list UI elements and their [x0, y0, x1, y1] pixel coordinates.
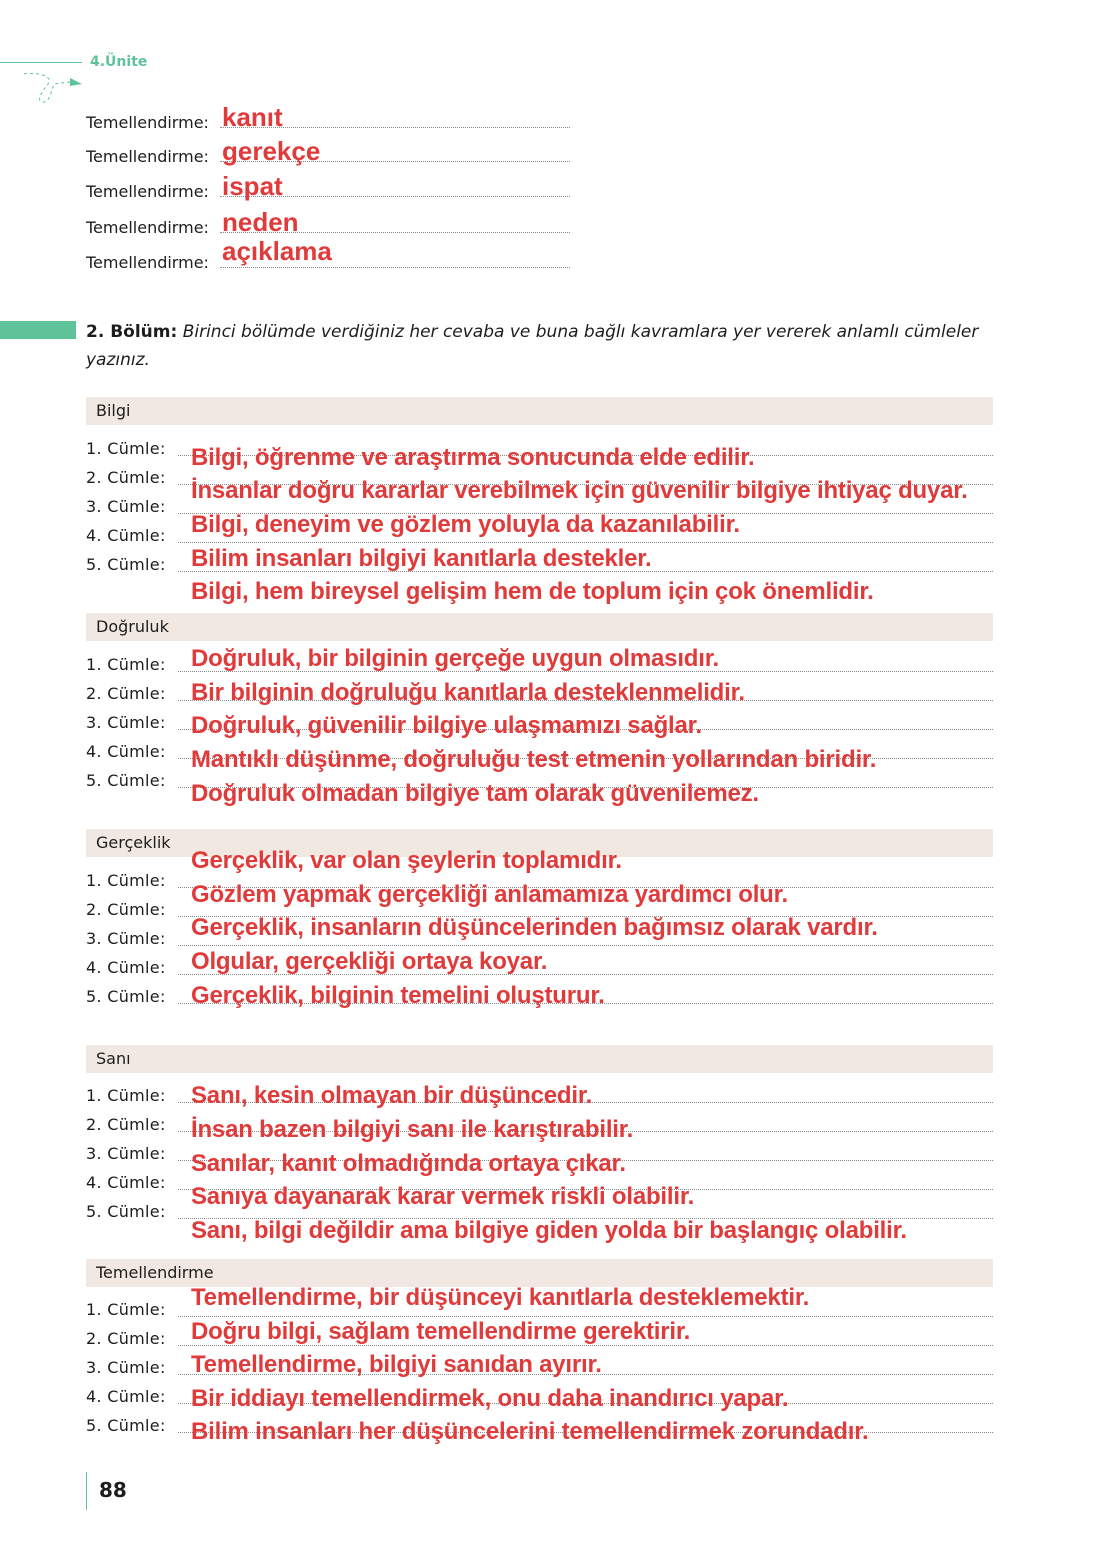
- line-label: 3. Cümle:: [86, 1144, 166, 1163]
- part1-answer: gerekçe: [222, 136, 321, 166]
- handwritten-answer: Bilim insanları her düşüncelerini temellendirmek zorundadır.: [191, 1418, 869, 1445]
- part1-row: [86, 207, 570, 237]
- unit-label: 4.Ünite: [90, 54, 148, 70]
- handwritten-answer: Sanı, kesin olmayan bir düşüncedir.: [191, 1082, 593, 1109]
- handwritten-answer: Mantıklı düşünme, doğruluğu test etmenin yollarından biridir.: [191, 746, 877, 773]
- handwritten-answer: Temellendirme, bilgiyi sanıdan ayırır.: [191, 1351, 602, 1378]
- unit-header-rule: [0, 62, 82, 63]
- line-label: 2. Cümle:: [86, 1329, 166, 1348]
- page-number-rule: [86, 1472, 87, 1510]
- line-label: 2. Cümle:: [86, 468, 166, 487]
- handwritten-answer: Doğruluk, bir bilginin gerçeğe uygun olmasıdır.: [191, 645, 719, 672]
- line-label: 2. Cümle:: [86, 900, 166, 919]
- section-instruction: [86, 318, 996, 374]
- topic-header-bilgi: [86, 397, 993, 425]
- page-number: 88: [99, 1478, 127, 1502]
- answer-line: [178, 1316, 993, 1317]
- handwritten-answer: Bir iddiayı temellendirmek, onu daha inandırıcı yapar.: [191, 1385, 789, 1412]
- topic-header-dogruluk: [86, 613, 993, 641]
- topic-title: Temellendirme: [96, 1263, 214, 1282]
- line-label: 5. Cümle:: [86, 1202, 166, 1221]
- line-label: 1. Cümle:: [86, 1086, 166, 1105]
- handwritten-answer: Temellendirme, bir düşünceyi kanıtlarla desteklemektir.: [191, 1284, 810, 1311]
- topic-title: Sanı: [96, 1049, 131, 1068]
- line-label: 4. Cümle:: [86, 958, 166, 977]
- line-label: 3. Cümle:: [86, 713, 166, 732]
- line-label: 5. Cümle:: [86, 1416, 166, 1435]
- handwritten-answer: Bir bilginin doğruluğu kanıtlarla desteklenmelidir.: [191, 679, 745, 706]
- line-label: 5. Cümle:: [86, 987, 166, 1006]
- part1-label: Temellendirme:: [86, 182, 209, 201]
- line-label: 3. Cümle:: [86, 929, 166, 948]
- line-label: 1. Cümle:: [86, 871, 166, 890]
- line-label: 3. Cümle:: [86, 497, 166, 516]
- handwritten-answer: Gerçeklik, insanların düşüncelerinden bağımsız olarak vardır.: [191, 914, 878, 941]
- answer-line: [178, 1345, 993, 1346]
- line-label: 1. Cümle:: [86, 655, 166, 674]
- line-label: 4. Cümle:: [86, 526, 166, 545]
- part1-label: Temellendirme:: [86, 147, 209, 166]
- handwritten-answer: Gözlem yapmak gerçekliği anlamamıza yardımcı olur.: [191, 881, 788, 908]
- topic-title: Doğruluk: [96, 617, 169, 636]
- handwritten-answer: Bilgi, hem bireysel gelişim hem de toplum için çok önemlidir.: [191, 578, 874, 605]
- line-label: 1. Cümle:: [86, 1300, 166, 1319]
- part1-row: [86, 236, 570, 272]
- topic-header-sani: [86, 1045, 993, 1073]
- handwritten-answer: Gerçeklik, var olan şeylerin toplamıdır.: [191, 847, 622, 874]
- topic-title: Bilgi: [96, 401, 131, 420]
- handwritten-answer: Doğruluk olmadan bilgiye tam olarak güvenilemez.: [191, 780, 759, 807]
- handwritten-answer: Sanı, bilgi değildir ama bilgiye giden yolda bir başlangıç olabilir.: [191, 1217, 907, 1244]
- part1-row: [86, 102, 570, 132]
- handwritten-answer: Doğruluk, güvenilir bilgiye ulaşmamızı sağlar.: [191, 712, 702, 739]
- part1-label: Temellendirme:: [86, 253, 209, 272]
- part1-answer: açıklama: [222, 236, 332, 266]
- line-label: 5. Cümle:: [86, 555, 166, 574]
- part1-label: Temellendirme:: [86, 218, 209, 237]
- line-label: 4. Cümle:: [86, 742, 166, 761]
- instruction-text: Birinci bölümde verdiğiniz her cevaba ve buna bağlı kavramlara yer vererek anlamlı cümleler yazınız.: [86, 322, 979, 370]
- dashed-arrow-icon: [18, 70, 88, 106]
- answer-line: [178, 945, 993, 946]
- part1-row: [86, 171, 570, 201]
- handwritten-answer: İnsan bazen bilgiyi sanı ile karıştırabilir.: [191, 1116, 634, 1143]
- handwritten-answer: Bilim insanları bilgiyi kanıtlarla destekler.: [191, 545, 652, 572]
- part1-label: Temellendirme:: [86, 113, 209, 132]
- line-label: 1. Cümle:: [86, 439, 166, 458]
- answer-line: [178, 542, 993, 543]
- part1-answer: ispat: [222, 171, 283, 201]
- line-label: 2. Cümle:: [86, 1115, 166, 1134]
- handwritten-answer: Olgular, gerçekliği ortaya koyar.: [191, 948, 548, 975]
- part1-answer: neden: [222, 207, 299, 237]
- line-label: 3. Cümle:: [86, 1358, 166, 1377]
- line-label: 2. Cümle:: [86, 684, 166, 703]
- handwritten-answer: Bilgi, öğrenme ve araştırma sonucunda elde edilir.: [191, 444, 755, 471]
- part1-row: [86, 136, 570, 166]
- handwritten-answer: Sanılar, kanıt olmadığında ortaya çıkar.: [191, 1150, 626, 1177]
- line-label: 4. Cümle:: [86, 1173, 166, 1192]
- topic-header-temellendirme: [86, 1259, 993, 1287]
- answer-line: [220, 267, 570, 268]
- section-title: 2. Bölüm:: [86, 322, 178, 342]
- topic-title: Gerçeklik: [96, 833, 171, 852]
- handwritten-answer: İnsanlar doğru kararlar verebilmek için güvenilir bilgiye ihtiyaç duyar.: [191, 477, 968, 504]
- section-marker: [0, 321, 76, 339]
- line-label: 4. Cümle:: [86, 1387, 166, 1406]
- part1-answer: kanıt: [222, 102, 283, 132]
- handwritten-answer: Doğru bilgi, sağlam temellendirme gerektirir.: [191, 1318, 691, 1345]
- handwritten-answer: Gerçeklik, bilginin temelini oluşturur.: [191, 982, 605, 1009]
- line-label: 5. Cümle:: [86, 771, 166, 790]
- handwritten-answer: Sanıya dayanarak karar vermek riskli olabilir.: [191, 1183, 695, 1210]
- handwritten-answer: Bilgi, deneyim ve gözlem yoluyla da kazanılabilir.: [191, 511, 740, 538]
